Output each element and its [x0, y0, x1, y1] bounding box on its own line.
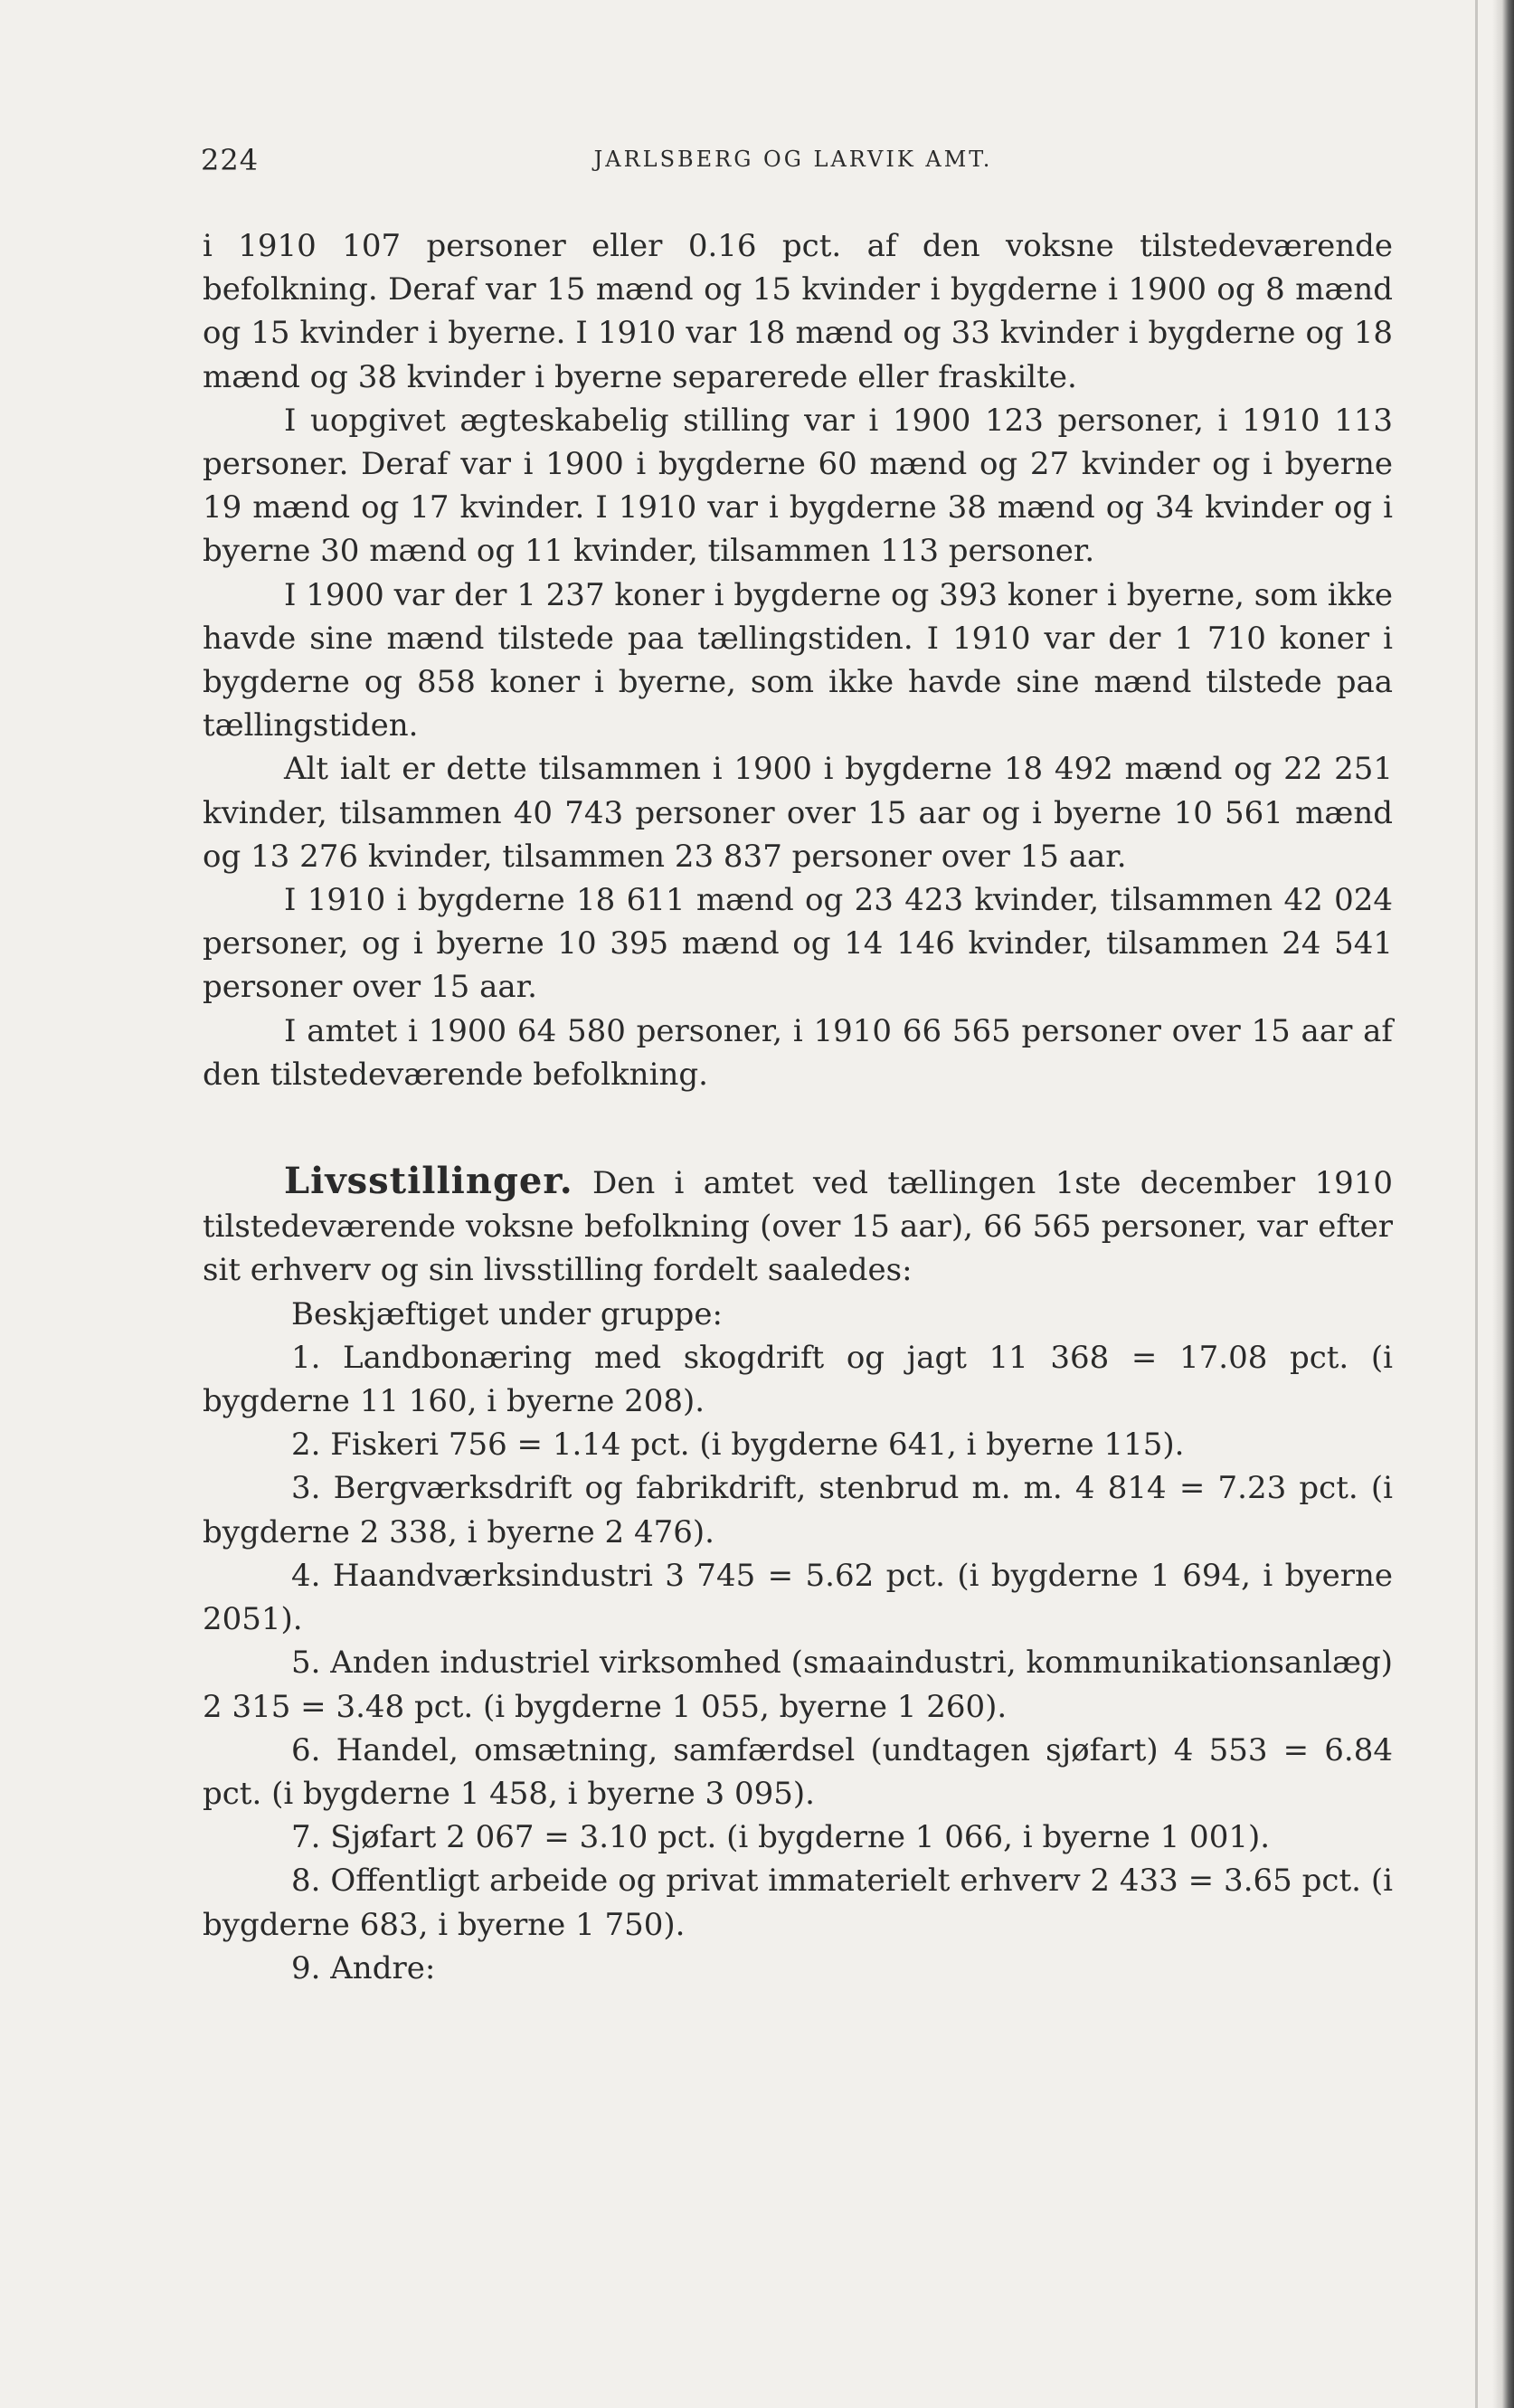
paragraph-absent-husbands: I 1900 var der 1 237 koner i bygderne og 393 koner i byerne, som ikke havde sine mænd tilstede paa tællingstiden. I 1910 var der 1 710 koner i bygderne og 858 koner i byerne, som ikke havde sine mænd tilstede paa tællingstiden. — [203, 576, 1393, 744]
group-label: Beskjæftiget under gruppe: — [291, 1295, 723, 1332]
paragraph-total-1910: I 1910 i bygderne 18 611 mænd og 23 423 kvinder, tilsammen 42 024 personer, og i byerne 10 395 mænd og 14 146 kvinder, tilsammen 24 541 personer over 15 aar. — [203, 882, 1393, 1006]
list-item: 8. Offentligt arbeide og privat immaterielt erhverv 2 433 = 3.65 pct. (i bygderne 683, i byerne 1 750). — [203, 1863, 1393, 1943]
paragraph-total-1900: Alt ialt er dette tilsammen i 1900 i bygderne 18 492 mænd og 22 251 kvinder, tilsammen 40 743 personer over 15 aar og i byerne 10 561 mænd og 13 276 kvinder, tilsammen 23 837 personer over 15 aar. — [203, 751, 1393, 875]
paragraph-separated: i 1910 107 personer eller 0.16 pct. af den voksne tilstedeværende befolkning. Deraf var 15 mænd og 15 kvinder i bygderne i 1900 og 8 mænd og 15 kvinder i byerne. I 1910 var 18 mænd og 33 kvinder i bygderne og 18 mænd og 38 kvinder i byerne separerede eller fraskilte. — [203, 228, 1393, 395]
page-edge-line — [1475, 0, 1478, 2408]
list-item: 1. Landbonæring med skogdrift og jagt 11 368 = 17.08 pct. (i bygderne 11 160, i byerne 208). — [203, 1339, 1393, 1420]
page-header — [201, 143, 1386, 188]
body-text — [203, 224, 1393, 1990]
page-number: 224 — [201, 143, 260, 177]
page-edge-shadow — [1492, 0, 1514, 2408]
list-item: 5. Anden industriel virksomhed (smaaindustri, kommunikationsanlæg) 2 315 = 3.48 pct. (i bygderne 1 055, byerne 1 260). — [203, 1645, 1393, 1725]
list-item: 6. Handel, omsætning, samfærdsel (undtagen sjøfart) 4 553 = 6.84 pct. (i bygderne 1 458, i byerne 3 095). — [203, 1731, 1393, 1812]
paragraph-county-total: I amtet i 1900 64 580 personer, i 1910 66 565 personer over 15 aar af den tilstedeværende befolkning. — [203, 1012, 1393, 1093]
list-item: 9. Andre: — [291, 1949, 436, 1986]
list-item: 2. Fiskeri 756 = 1.14 pct. (i bygderne 641, i byerne 115). — [291, 1427, 1185, 1464]
list-item: 3. Bergværksdrift og fabrikdrift, stenbrud m. m. 4 814 = 7.23 pct. (i bygderne 2 338, i byerne 2 476). — [203, 1470, 1393, 1550]
paragraph-unspecified-status: I uopgivet ægteskabelig stilling var i 1900 123 personer, i 1910 113 personer. Deraf var i 1900 i bygderne 60 mænd og 27 kvinder og i byerne 19 mænd og 17 kvinder. I 1910 var i bygderne 38 mænd og 34 kvinder og i byerne 30 mænd og 11 kvinder, tilsammen 113 personer. — [203, 402, 1393, 570]
list-item: 7. Sjøfart 2 067 = 3.10 pct. (i bygderne 1 066, i byerne 1 001). — [291, 1819, 1271, 1856]
list-item: 4. Haandværksindustri 3 745 = 5.62 pct. (i bygderne 1 694, i byerne 2051). — [203, 1557, 1393, 1638]
section-intro: Den i amtet ved tællingen 1ste december 1910 tilstedeværende voksne befolkning (over 15 aar), 66 565 personer, var efter sit erhverv og sin livsstilling fordelt saaledes: — [203, 1165, 1393, 1289]
section-intro-paragraph — [203, 1160, 1393, 1293]
running-head: JARLSBERG OG LARVIK AMT. — [593, 147, 993, 172]
section-gap — [203, 1096, 1393, 1160]
section-heading: Livsstillinger. — [284, 1160, 573, 1203]
